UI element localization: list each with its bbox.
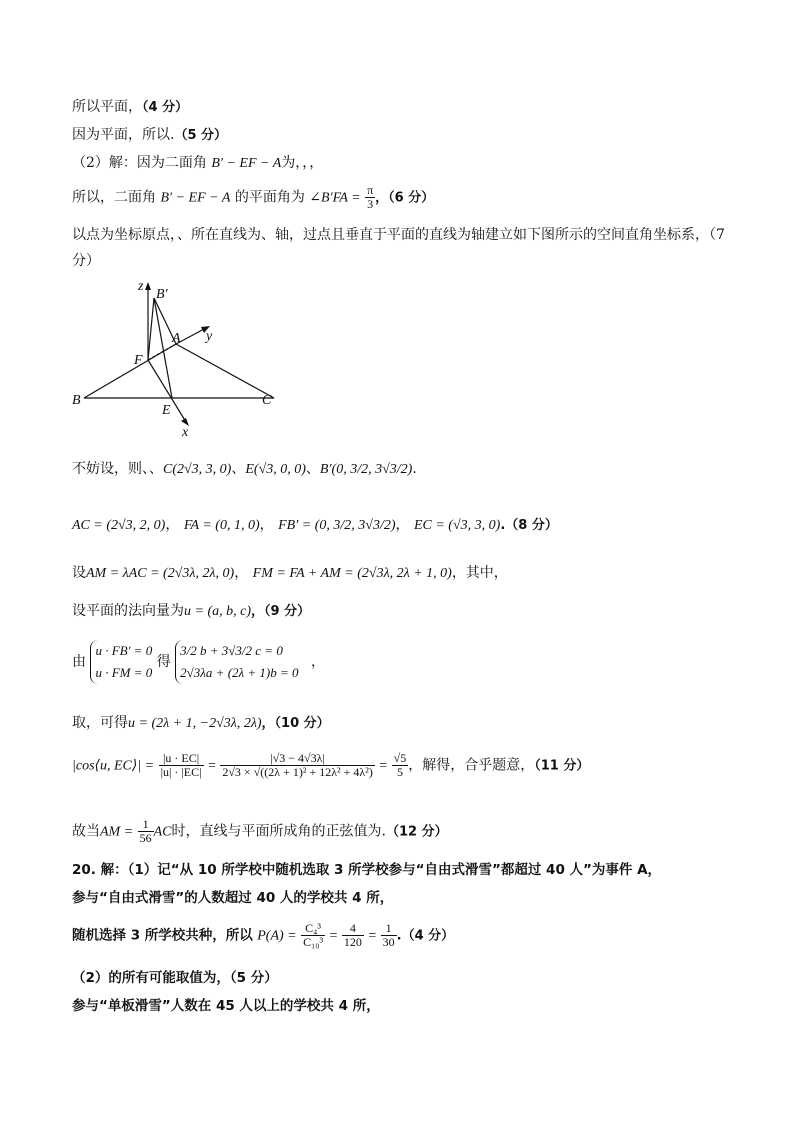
fraction-combinations: $\frac{\text{C₄³}}{\text{C₁₀³}}$ [303, 921, 324, 949]
line-17: （2）的所有可能取值为，（5 分） [72, 970, 278, 986]
fraction-cos-value: $\frac{|√3 - 4√3\lambda|}{\text{2√3 × √((2λ + 1)² + 12λ² + 4λ²)}}$ [222, 751, 373, 779]
label-y: y [206, 329, 213, 344]
fraction-sqrt5-over-5: $\frac{√5}{5}$ [393, 751, 407, 779]
label-f: F [134, 353, 143, 368]
line-6: 不妨设，则、、C(2√3, 3, 0)、E(√3, 0, 0)、B′(0, 3/2, 3√3/2). [72, 461, 417, 477]
line-8: 设AM = λAC = (2√3λ, 2λ, 0)， FM = FA + AM = (2√3λ, 2λ + 1, 0)，其中， [72, 565, 508, 581]
line-14: 20. 解：（1）记“从 10 所学校中随机选取 3 所学校参与“自由式滑雪”都超过 40 人”为事件 A， [72, 862, 662, 878]
fraction-4-over-120: $\frac{4}{120}$ [343, 921, 362, 949]
label-b: B [72, 393, 81, 408]
label-e: E [162, 403, 171, 418]
line-16: 随机选择 3 所学校共种，所以 P(A) = $\frac{\text{C₄³}}{\text{C₁₀³}}$ = $\frac{4}{120}$ = $\frac{1}{30}$ .（4 分） [72, 921, 455, 949]
fraction-1-over-56: $\frac{1}{56}$ [139, 817, 152, 845]
label-x: x [182, 425, 189, 440]
line-12: |cos⟨u, EC⟩| = $\frac{|u \cdot EC|}{|u| \cdot |EC|}$ = $\frac{|√3 - 4√3\lambda|}{\text{2√3 × √((2λ + 1)² + 12λ² + 4λ²)}}$ = $\frac{√5}{5}$ ，解得，合乎题意，（11 分） [72, 751, 590, 779]
line-11: 取，可得u = (2λ + 1, −2√3λ, 2λ)，（10 分） [72, 715, 330, 731]
label-b-prime: B′ [156, 287, 168, 302]
coordinate-figure [66, 276, 296, 441]
line-4: 所以，二面角 B′ − EF − A 的平面角为 ∠B′FA = $\frac{\pi}{3}$ ，（6 分） [72, 183, 435, 211]
fraction-pi-over-3: $\frac{\pi}{3}$ [367, 183, 374, 211]
label-z: z [138, 279, 144, 294]
line-3: （2）解：因为二面角 B′ − EF − A为，，， [72, 155, 324, 171]
line-7: AC = (2√3, 2, 0)， FA = (0, 1, 0)， FB′ = (0, 3/2, 3√3/2)， EC = (√3, 3, 0).（8 分） [72, 517, 558, 533]
equation-system-2: 3/2 b + 3√3/2 c = 0 2√3λa + (2λ + 1)b = 0 [175, 640, 298, 684]
line-10: 由 u · FB′ = 0 u · FM = 0 得 3/2 b + 3√3/2 c = 0 2√3λa + (2λ + 1)b = 0 ， [72, 640, 325, 684]
line-9: 设平面的法向量为u = (a, b, c)，（9 分） [72, 603, 311, 619]
fraction-1-over-30: $\frac{1}{30}$ [382, 921, 395, 949]
line-18: 参与“单板滑雪”人数在 45 人以上的学校共 4 所， [72, 998, 380, 1014]
label-c: C [262, 393, 272, 408]
line-2: 因为平面，所以.（5 分） [72, 127, 228, 143]
line-15: 参与“自由式滑雪”的人数超过 40 人的学校共 4 所， [72, 890, 394, 906]
line-1: 所以平面，（4 分） [72, 99, 189, 115]
label-a: A [172, 331, 181, 346]
line-13: 故当AM = $\frac{1}{56}$ AC时，直线与平面所成角的正弦值为.（12 分） [72, 817, 448, 845]
line-5: 以点为坐标原点，、所在直线为、轴，过点且垂直于平面的直线为轴建立如下图所示的空间直角坐标系，（7 分） [72, 227, 725, 269]
equation-system-1: u · FB′ = 0 u · FM = 0 [90, 640, 152, 684]
fraction-cos-def: $\frac{|u \cdot EC|}{|u| \cdot |EC|}$ [160, 751, 202, 779]
